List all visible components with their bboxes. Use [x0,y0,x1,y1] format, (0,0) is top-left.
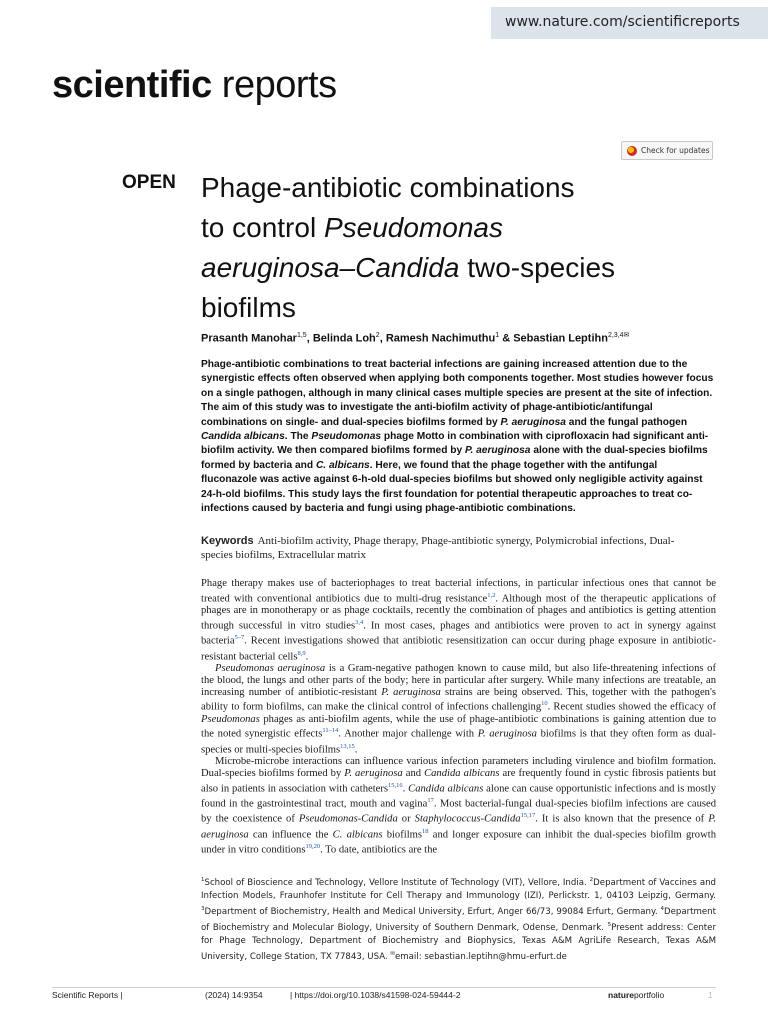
author-affiliation: 2,3,4✉ [607,332,630,339]
citation-link[interactable]: 15,16 [388,781,403,789]
title-italic: Pseudomonas [323,212,503,243]
italic-text: Candida albicans [408,783,484,795]
footer-divider [52,987,716,988]
abstract-italic: P. aeruginosa [500,416,566,428]
citation-link[interactable]: 13,15 [340,742,355,750]
citation-link[interactable]: 5–7 [234,634,245,642]
text: phages as anti-biofilm agents, while the use of phage-antibiotic combinations is gaining attention due to the noted synergistic effects [201,713,716,740]
affiliation-text: Present address: Center for Phage Technology, Department of Biochemistry and Biophysics, Texas A&M AgriLife Research, Texas A&M University, College Station, TX 77843, USA. [201,922,716,962]
journal-logo [52,66,337,104]
footer-volume: (2024) 14:9354 [205,990,263,1000]
citation-link[interactable]: 18 [422,827,429,835]
text: Phage therapy makes use of bacteriophages to treat bacterial infections, in particular infectious ones that cannot be treated with conventional antibiotics due to multi-drug resistance [201,578,716,605]
author-affiliation: 1 [495,332,500,339]
title-line [201,248,701,288]
abstract-italic: P. aeruginosa [464,445,531,457]
italic-text: C. albicans [332,829,383,841]
text: . Most bacterial-fungal dual-species biofilm infections are caused by the coexistence of [201,798,716,825]
paragraph [201,663,716,756]
author-name[interactable]: Prasanth Manohar [201,332,297,345]
footer-journal: Scientific Reports | [52,990,123,1000]
text: . [305,651,309,663]
italic-text: Pseudomonas-Candida [298,813,398,825]
crossmark-icon [627,146,637,156]
text: biofilms [382,829,423,841]
title-line [201,208,701,248]
author-affiliation: 2 [375,332,380,339]
affiliation-text: Department of Biochemistry and Molecular Biology, University of Southern Denmark, Odense, Denmark. [201,906,716,933]
keywords [201,534,701,562]
italic-text: P. aeruginosa [201,813,717,841]
abstract-text: and the fungal pathogen [565,416,688,428]
italic-text: P. aeruginosa [381,686,441,698]
author-name[interactable]: Sebastian Leptihn [513,332,608,345]
author-name[interactable]: Belinda Loh [312,332,376,345]
affiliation-text: Department of Vaccines and Infection Models, Fraunhofer Institute for Cell Therapy and Immunology (IZI), Perlickstr. 1, 04103 Leipzig, Germany. [201,877,716,901]
citation-link[interactable]: 3,4 [355,618,364,626]
text: . [402,783,409,795]
text: Microbe-microbe interactions can influence various infection parameters including virulence and biofilm formation. Dual-species biofilms formed by [201,756,716,779]
citation-link[interactable]: 1,2 [487,591,496,599]
text: . It is also known that the presence of [535,813,709,825]
nature-portfolio-logo [608,990,664,1000]
text: . Another major challenge with [338,728,478,740]
author-affiliation: 1,5 [296,332,307,339]
correspondence-email[interactable]: email: sebastian.leptihn@hmu-erfurt.de [395,951,567,962]
abstract-italic: Pseudomonas [311,431,382,443]
text: . [354,744,358,756]
text: . Recent investigations showed that antibiotic resensitization can occur during phage exposure in antibiotic-resistant bacterial cells [201,635,716,663]
text: or [397,813,415,825]
text: and [402,767,425,779]
citation-link[interactable]: 15,17 [520,812,536,820]
affiliation-number: 5 [607,921,612,928]
citation-link[interactable]: 10 [541,700,548,708]
text: . To date, antibiotics are the [320,844,438,856]
paragraph [201,756,716,856]
text: strains are being observed. This, together with the pathogen's ability to form biofilms, can make the clinical control of infections challenging [201,686,716,713]
affiliation-number: 3 [201,905,205,912]
page-footer [52,990,716,1004]
affiliation-number: 4 [660,905,664,912]
check-updates-label: Check for updates [641,146,710,155]
italic-text: Staphylococcus-Candida [414,813,521,825]
paragraph [201,578,716,663]
citation-link[interactable]: 19,20 [305,842,321,850]
citation-link[interactable]: 17 [427,797,434,804]
text: are frequently found in cystic fibrosis patients but also in patients in association with catheters [201,767,717,795]
text: and longer exposure can inhibit the dual-species biofilm growth under in vitro conditions [201,829,716,856]
abstract-italic: Candida albicans [201,431,285,443]
affiliation-number: 1 [201,877,205,883]
title-line: Phage-antibiotic combinations [201,172,575,203]
affiliation-number: 2 [589,877,594,883]
abstract [201,358,716,516]
keywords-label: Keywords [201,535,254,547]
title-text: two-species [459,252,616,283]
text: is a Gram-negative pathogen known to cause mild, but also life-threatening infections of the blood, the lungs and other parts of the body; here in particular after surgery. While many infections are treatable, an increasing number of antibiotic-resistant [201,662,717,698]
text: . Recent studies showed the efficacy of [547,701,716,713]
journal-logo-bold: scientific [52,64,212,106]
text: . In most cases, phages and antibiotics were proven to act in synergy against bacteria [201,620,716,647]
abstract-text: phage Motto in combination with ciprofloxacin had significant anti-biofilm activity. We then compared biofilms formed by [201,431,709,457]
body-text [201,578,716,856]
abstract-text: Phage-antibiotic combinations to treat bacterial infections are gaining increased attention due to the synergistic effects often observed when applying both components together. Most studies however focus on a single pathogen, although in many clinical cases multiple species are present at the site of infection. The aim of this study was to investigate the anti-biofilm activity of phage-antibiotic/antifungal combinations on single- and dual-species biofilms formed by [201,359,714,428]
italic-text: Candida albicans [424,767,500,779]
italic-text: P. aeruginosa [477,728,537,740]
citation-link[interactable]: 8,9 [297,649,306,657]
text: . Although most of the therapeutic applications of phages are in monotherapy or as phage cocktails, recently the combination of phages and antibiotics is getting attention through successful in vitro studies [201,593,716,632]
article-title [201,168,701,328]
italic-text: P. aeruginosa [344,767,403,779]
text: biofilms is that they often form as dual-species or multi-species biofilms [201,728,716,756]
italic-text: Pseudomonas [201,713,260,725]
page-number: 1 [708,990,713,1000]
citation-link[interactable]: 11–14 [322,727,339,735]
abstract-italic: C. albicans [315,459,370,471]
footer-doi-link[interactable]: | https://doi.org/10.1038/s41598-024-59444-2 [290,990,461,1000]
affiliation-text: Department of Biochemistry, Health and Medical University, Erfurt, Anger 66/73, 99084 Erfurt, Germany. [204,906,661,917]
abstract-text: alone with the dual-species biofilms formed by bacteria and [201,445,708,471]
italic-text: Pseudomonas aeruginosa [215,662,326,674]
keywords-list: Anti-biofilm activity, Phage therapy, Phage-antibiotic synergy, Polymicrobial infections, Dual-species biofilms, Extracellular matrix [201,535,675,561]
check-updates-button[interactable] [621,141,713,160]
title-line: biofilms [201,292,296,323]
logo-bold: nature [608,990,634,1000]
email-icon: ✉ [390,950,395,957]
title-text: to control [201,212,324,243]
logo-light: portfolio [633,990,665,1000]
author-list: Prasanth Manohar$^{1,5}$, Belinda Loh$^2$, Ramesh Nachimuthu$^1$ & Sebastian Leptihn$^{2,3,4✉}$ [201,332,630,345]
title-italic: aeruginosa–Candida [201,252,460,283]
abstract-text: . Here, we found that the phage together with the antifungal fluconazole was active against 6-h-old dual-species biofilms but showed only negligible activity against 24-h-old biofilms. This study lays the first foundation for potential therapeutic approaches to treat co-infections caused by bacteria and fungi using phage-antibiotic combinations. [201,459,703,515]
affiliation-text: School of Bioscience and Technology, Vellore Institute of Technology (VIT), Vellore, India. [204,877,590,888]
text: can influence the [248,829,333,841]
author-name[interactable]: Ramesh Nachimuthu [385,332,496,345]
journal-logo-light: reports [221,64,337,106]
open-access-label: OPEN [122,172,176,193]
affiliations [201,874,716,963]
journal-url[interactable]: www.nature.com/scientificreports [505,14,740,30]
text: alone can cause opportunistic infections and is mostly found in the gastrointestinal tract, mouth and vagina [201,783,717,810]
abstract-text: . The [284,431,312,443]
